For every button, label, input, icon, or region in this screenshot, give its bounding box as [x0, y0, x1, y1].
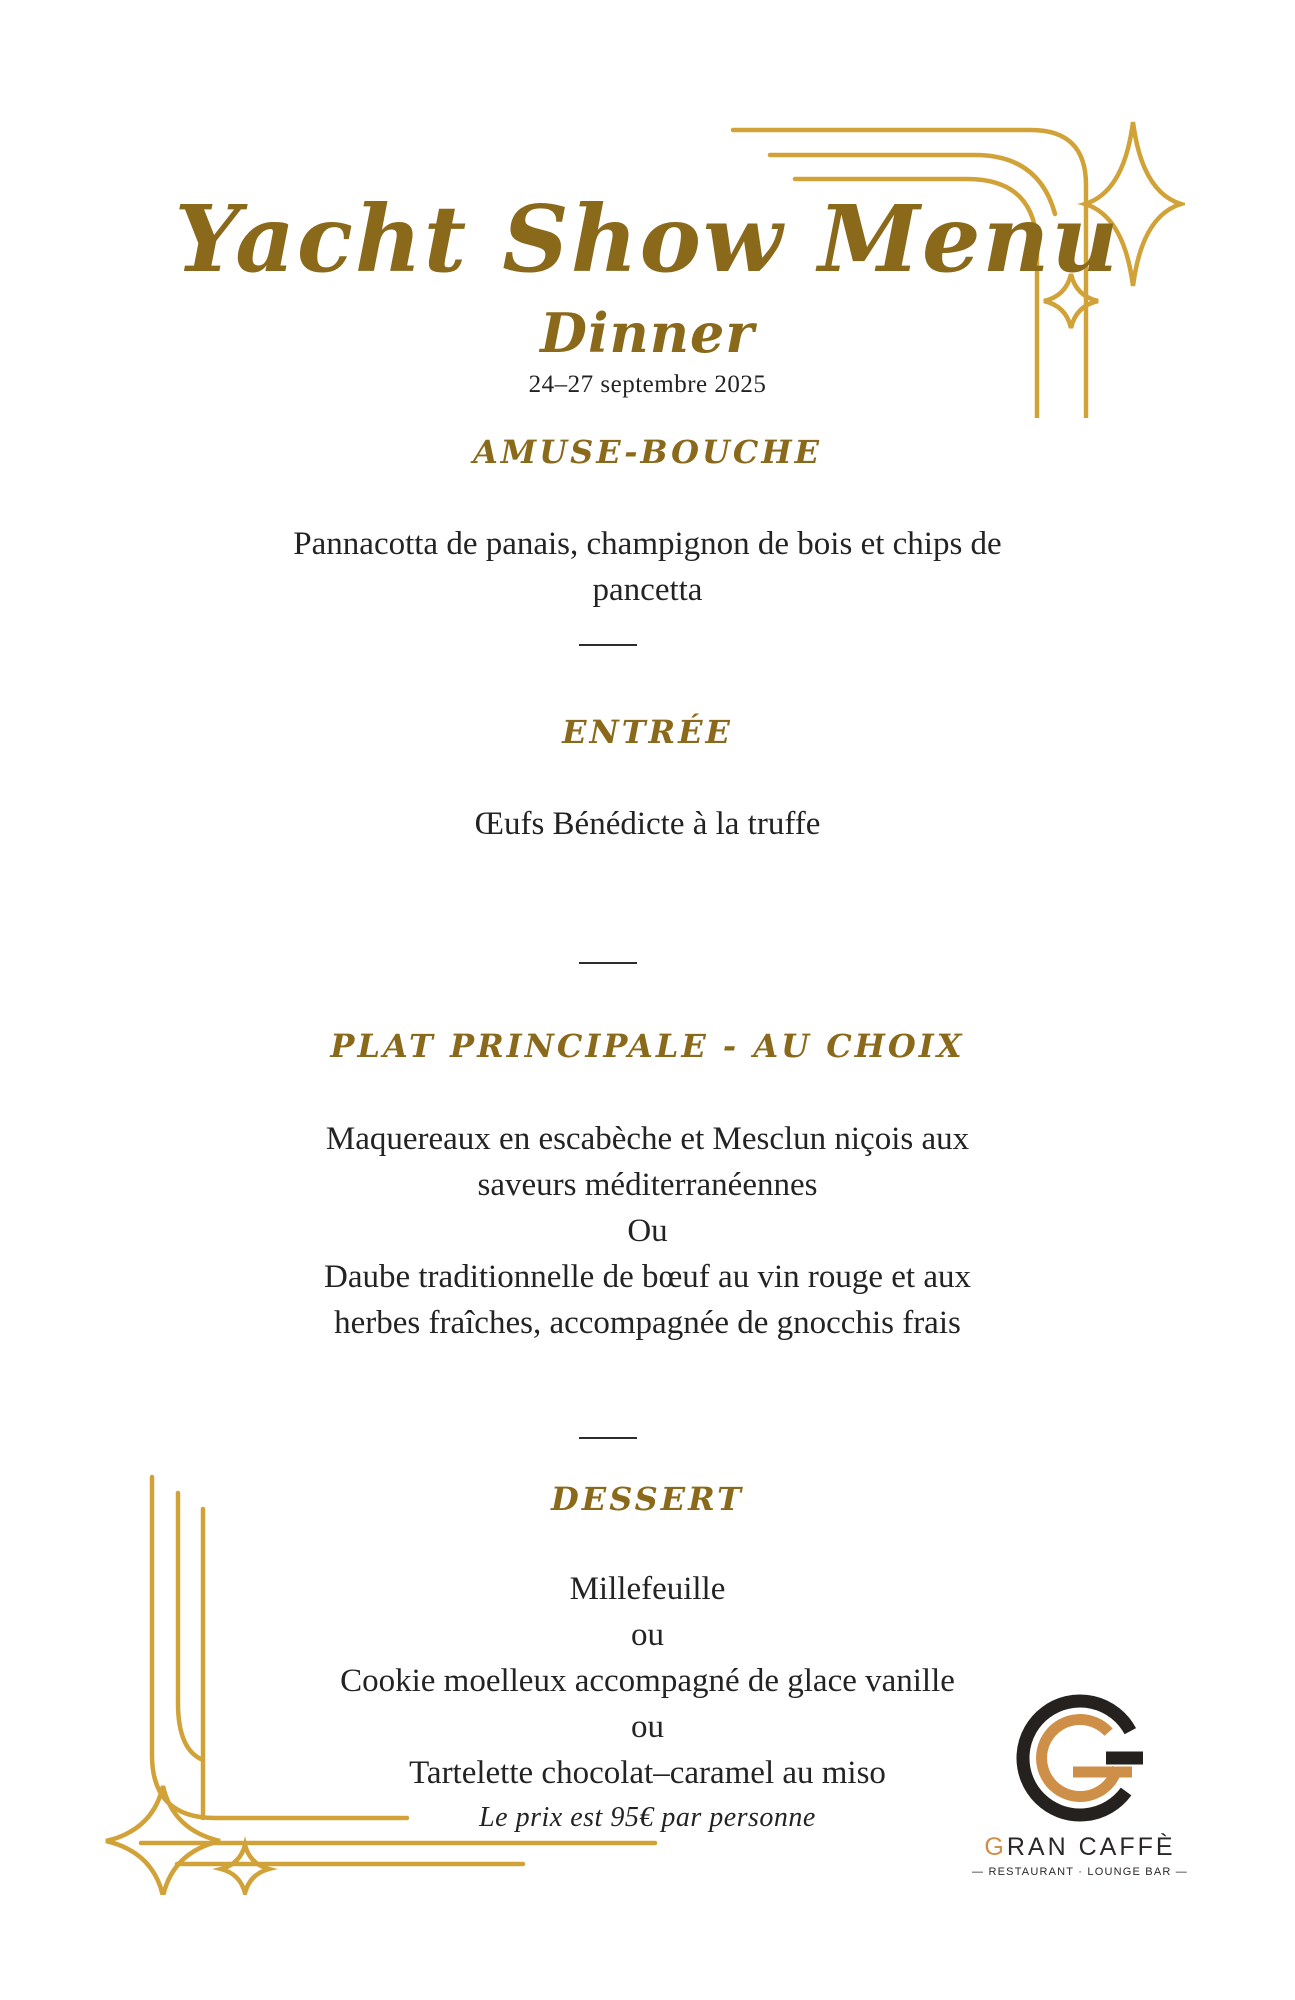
section-heading-plat-principale: PLAT PRINCIPALE - AU CHOIX [330, 1027, 965, 1065]
price-note: Le prix est 95€ par personne [479, 1802, 816, 1833]
menu-item-line: Maquereaux en escabèche et Mesclun niçois aux [325, 1121, 970, 1157]
page-title: Yacht Show Menu [174, 185, 1121, 293]
section-heading-entree: ENTRÉE [562, 713, 733, 751]
gran-caffe-logo-icon [1010, 1688, 1150, 1828]
menu-item-line: Tartelette chocolat–caramel au miso [409, 1755, 886, 1791]
menu-item-line: Cookie moelleux accompagné de glace vanille [340, 1663, 955, 1699]
section-items-amuse-bouche [0, 521, 1295, 613]
brand-tagline: — RESTAURANT · LOUNGE BAR — [972, 1866, 1188, 1878]
brand-name [930, 1833, 1230, 1862]
menu-choice-separator: ou [631, 1709, 664, 1745]
section-divider [579, 962, 637, 964]
menu-item-line: Millefeuille [569, 1571, 726, 1607]
section-divider [579, 644, 637, 646]
section-heading-amuse-bouche: AMUSE-BOUCHE [472, 433, 823, 471]
section-heading-dessert: DESSERT [551, 1480, 744, 1518]
brand-rest: RAN CAFFÈ [1006, 1833, 1176, 1861]
page-subtitle: Dinner [540, 301, 755, 365]
section-items-entree [0, 801, 1295, 847]
menu-item-line: Pannacotta de panais, champignon de bois et chips de [293, 526, 1002, 562]
menu-item-line: Daube traditionnelle de bœuf au vin rouge et aux [324, 1259, 971, 1295]
menu-item-line: Œufs Bénédicte à la truffe [474, 806, 821, 842]
menu-item-line: herbes fraîches, accompagnée de gnocchis frais [334, 1305, 961, 1341]
menu-item-line: saveurs méditerranéennes [477, 1167, 818, 1203]
menu-choice-separator: ou [631, 1617, 664, 1653]
section-items-plat-principale [0, 1116, 1295, 1346]
event-date-range: 24–27 septembre 2025 [528, 371, 767, 398]
menu-item-line: pancetta [592, 572, 703, 608]
menu-choice-separator: Ou [627, 1213, 668, 1249]
brand-initial: G [984, 1833, 1007, 1861]
section-divider [579, 1437, 637, 1439]
